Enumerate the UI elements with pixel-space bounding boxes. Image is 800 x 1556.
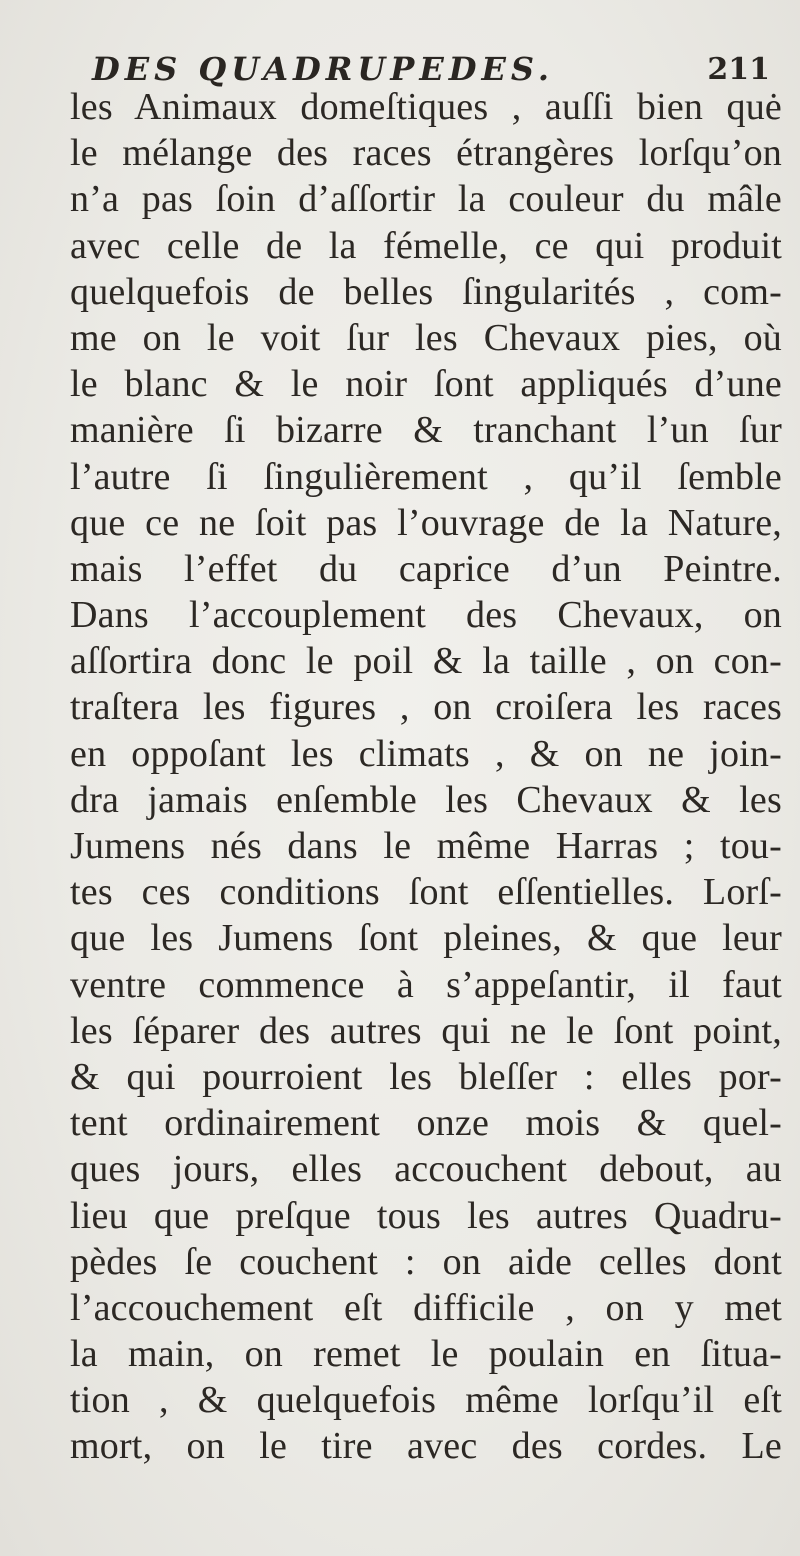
text-line: & qui pourroient les bleſſer : elles por- [70,1055,782,1098]
text-line: aſſortira donc le poil & la taille , on con- [70,640,782,683]
text-line: la main, on remet le poulain en ſitua- [70,1333,782,1376]
text-line: manière ſi bizarre & tranchant l’un ſur [70,409,782,452]
text-line: ques jours, elles accouchent debout, au [70,1148,782,1191]
text-line: en oppoſant les climats , & on ne join- [70,732,782,775]
text-line: me on le voit ſur les Chevaux pies, où [70,316,782,359]
text-line: les Animaux domeſtiques , auſſi bien quė [70,86,782,128]
text-line: l’autre ſi ſingulièrement , qu’il ſemble [70,455,782,498]
body-text [70,84,782,1470]
text-line: traſtera les figures , on croiſera les races [70,686,782,729]
running-title: DES QUADRUPEDES. [92,50,554,88]
text-line: que ce ne ſoit pas l’ouvrage de la Nature, [70,501,782,544]
text-line: le mélange des races étrangères lorſqu’on [70,132,782,175]
page-number: 211 [707,52,770,87]
text-line: tent ordinairement onze mois & quel- [70,1102,782,1145]
text-line: ventre commence à s’appeſantir, il faut [70,963,782,1006]
text-line: les ſéparer des autres qui ne le ſont point, [70,1009,782,1052]
text-line: que les Jumens ſont pleines, & que leur [70,917,782,960]
text-line: avec celle de la fémelle, ce qui produit [70,224,782,267]
text-line: lieu que preſque tous les autres Quadru- [70,1194,782,1237]
text-line: dra jamais enſemble les Chevaux & les [70,778,782,821]
text-line: mais l’effet du caprice d’un Peintre. [70,547,782,590]
text-line: l’accouchement eſt difficile , on y met [70,1286,782,1329]
text-line: pèdes ſe couchent : on aide celles dont [70,1240,782,1283]
text-line: tion , & quelquefois même lorſqu’il eſt [70,1379,782,1422]
text-line: n’a pas ſoin d’aſſortir la couleur du mâle [70,178,782,221]
text-line: quelquefois de belles ſingularités , com- [70,270,782,313]
text-line: tes ces conditions ſont eſſentielles. Lorſ- [70,871,782,914]
text-line: mort, on le tire avec des cordes. Le [70,1425,782,1468]
text-line: Jumens nés dans le même Harras ; tou- [70,825,782,867]
text-line: le blanc & le noir ſont appliqués d’une [70,363,782,406]
text-line: Dans l’accouplement des Chevaux, on [70,594,782,637]
